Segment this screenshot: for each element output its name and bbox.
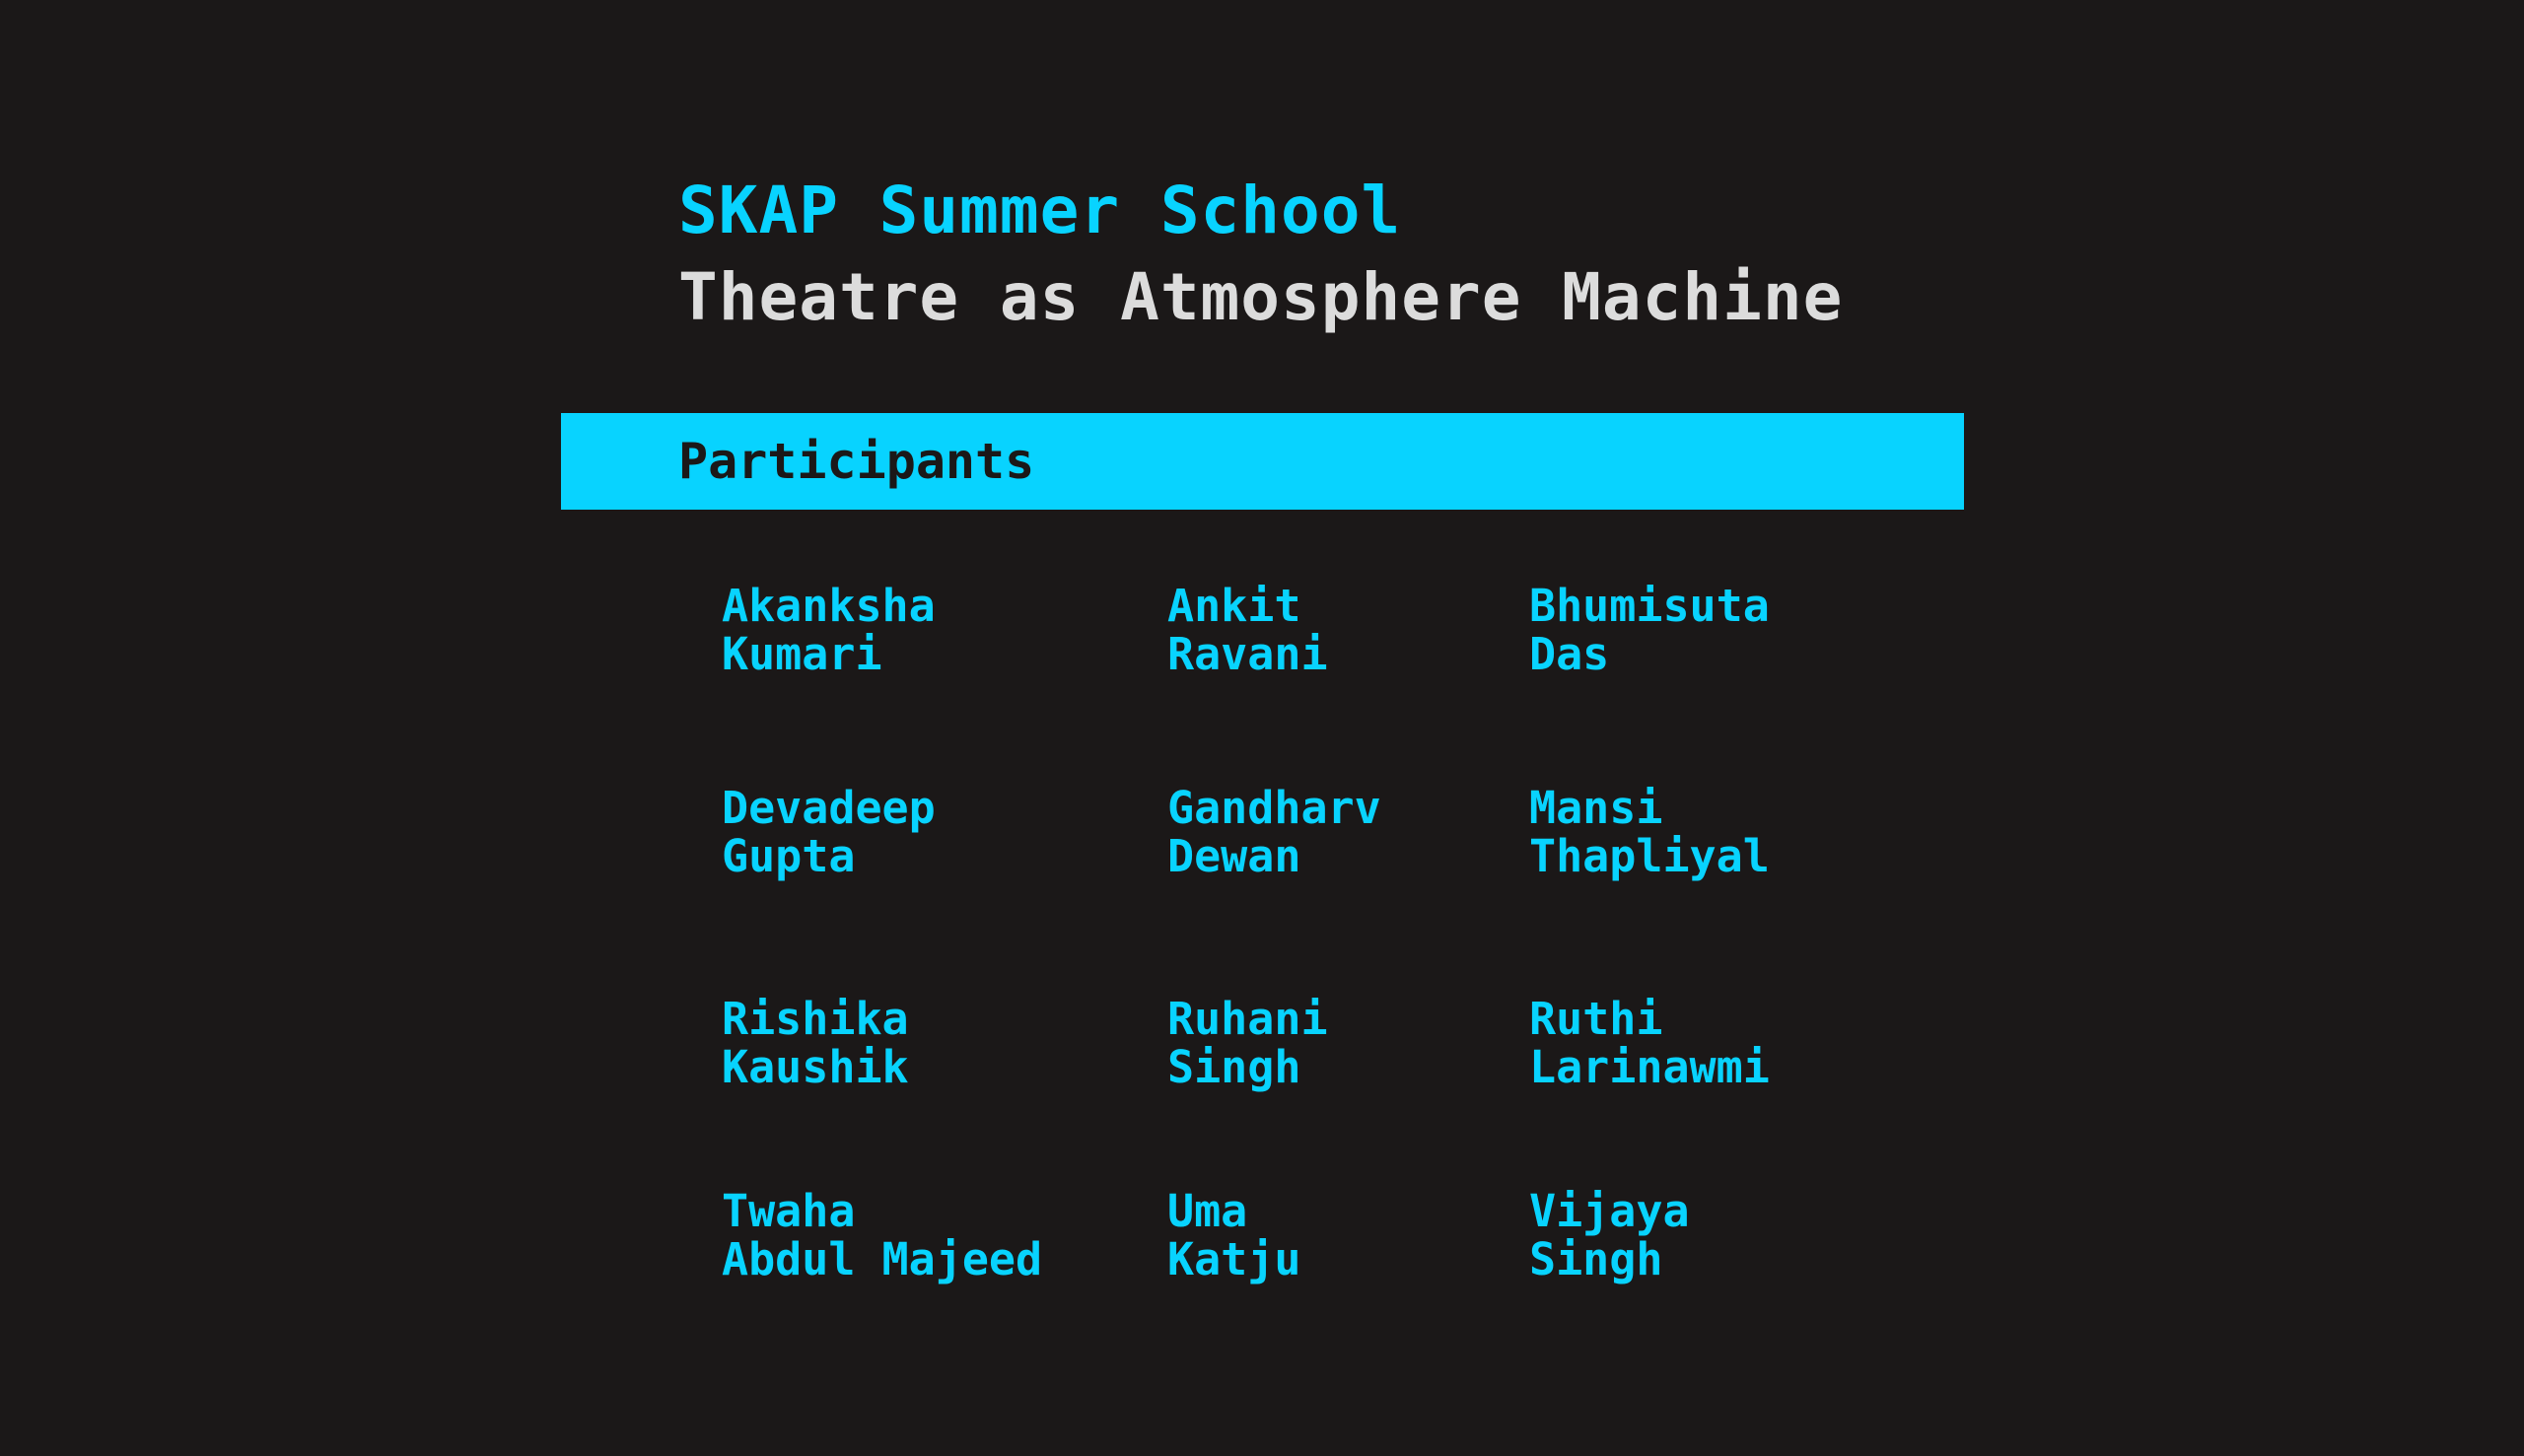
participant-last-name: Ravani — [1167, 628, 1328, 680]
participant-last-name: Das — [1529, 628, 1610, 680]
participant-last-name: Dewan — [1167, 830, 1301, 882]
participant-first-name: Mansi — [1529, 782, 1663, 834]
participant-last-name: Abdul Majeed — [722, 1233, 1043, 1285]
participant-name — [1529, 1187, 1690, 1283]
participant-name — [1167, 995, 1328, 1091]
participant-first-name: Akanksha — [722, 580, 936, 632]
participant-first-name: Bhumisuta — [1529, 580, 1770, 632]
participant-name — [1529, 582, 1770, 678]
participant-last-name: Gupta — [722, 830, 856, 882]
participant-name — [1167, 1187, 1300, 1283]
participant-last-name: Larinawmi — [1529, 1041, 1770, 1093]
participant-first-name: Vijaya — [1529, 1185, 1690, 1237]
participant-first-name: Rishika — [722, 993, 909, 1045]
participant-name — [1529, 784, 1770, 880]
participant-name — [722, 1187, 1042, 1283]
participant-name — [722, 995, 909, 1091]
participant-last-name: Kaushik — [722, 1041, 909, 1093]
participant-last-name: Katju — [1167, 1233, 1301, 1285]
participant-first-name: Twaha — [722, 1185, 856, 1237]
participant-name — [1529, 995, 1770, 1091]
participant-first-name: Devadeep — [722, 782, 936, 834]
participant-name — [722, 784, 936, 880]
participant-first-name: Ruthi — [1529, 993, 1663, 1045]
participant-first-name: Ankit — [1167, 580, 1301, 632]
participant-last-name: Thapliyal — [1529, 830, 1770, 882]
participant-first-name: Gandharv — [1167, 782, 1381, 834]
participant-first-name: Uma — [1167, 1185, 1248, 1237]
participant-first-name: Ruhani — [1167, 993, 1328, 1045]
page-title: SKAP Summer School — [678, 173, 1402, 248]
participant-name — [722, 582, 936, 678]
participant-name — [1167, 582, 1328, 678]
section-label: Participants — [678, 433, 1035, 490]
participant-last-name: Singh — [1167, 1041, 1301, 1093]
page-subtitle: Theatre as Atmosphere Machine — [678, 259, 1844, 335]
participant-last-name: Kumari — [722, 628, 882, 680]
participant-name — [1167, 784, 1381, 880]
participant-last-name: Singh — [1529, 1233, 1663, 1285]
